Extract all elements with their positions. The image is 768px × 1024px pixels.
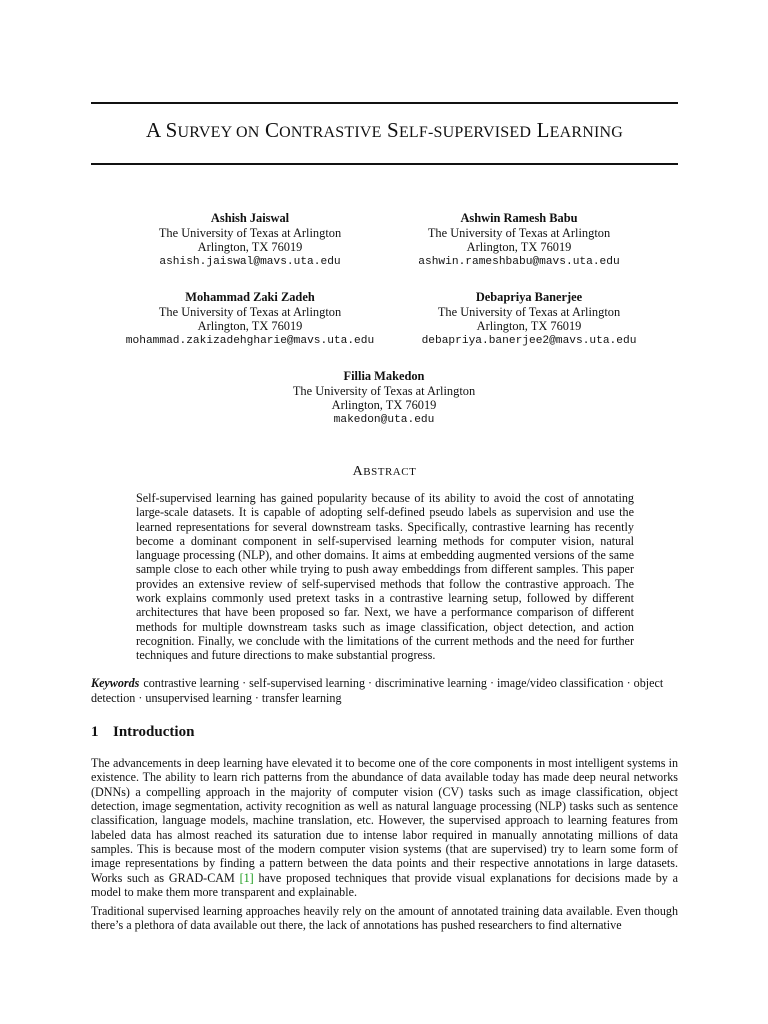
author-name: Debapriya Banerjee [475,290,583,304]
title-word: SELF-SUPERVISED [387,118,532,142]
author-block [124,290,376,348]
author-affiliation: The University of Texas at Arlington [427,225,611,240]
title-word: CONTRASTIVE [264,118,382,142]
author-name: Mohammad Zaki Zadeh [185,290,315,304]
title-word: LEARNING [536,118,624,142]
author-email[interactable]: debapriya.banerjee2@mavs.uta.edu [421,334,637,347]
intro-paragraph: The advancements in deep learning have elevated it to become one of the core components in most intelligent systems in existence. The ability to learn rich patterns from the abundance of data available today has made deep neural networks (DNNs) a compelling approach in the majority of computer vision (CV) tasks such as image classification, object detection, image segmentation, activity recognition as well as natural language processing (NLP) tasks such as sentence classification, language models, machine translation, etc. However, the supervised approach to learning features from labeled data has almost reached its saturation due to intense labor required in manually annotating millions of data samples. This is because most of the modern computer vision systems (that are supervised) try to learn some form of image representations by finding a pattern between the data points and their respective annotations in large datasets. Works such as GRAD-CAM [1] have proposed techniques that provide visual explanations for decisions made by a model to make them more transparent and explainable. [91,756,678,900]
author-block [404,211,634,269]
author-affiliation: The University of Texas at Arlington [292,383,476,398]
title-word: SURVEY ON [165,118,260,142]
intro-paragraph: Traditional supervised learning approaches heavily rely on the amount of annotated training data available. Even though there’s a plethora of data available out there, the lack of annotations has pushed researchers to find alternative [91,904,678,933]
title-rule-bottom [91,163,678,165]
author-block [134,211,366,269]
author-email[interactable]: ashish.jaiswal@mavs.uta.edu [159,255,341,268]
author-address: Arlington, TX 76019 [466,240,572,254]
keywords-label: Keywords [91,676,140,690]
author-block [414,290,644,348]
author-email[interactable]: ashwin.rameshbabu@mavs.uta.edu [418,255,620,268]
citation-link[interactable]: [1] [239,870,254,885]
author-block [264,369,504,427]
author-address: Arlington, TX 76019 [197,240,303,254]
author-email[interactable]: makedon@uta.edu [333,413,435,426]
paper-title [91,118,678,143]
author-address: Arlington, TX 76019 [197,319,303,333]
author-name: Fillia Makedon [343,369,425,383]
author-address: Arlington, TX 76019 [331,398,437,412]
keywords-text: contrastive learning · self-supervised learning · discriminative learning · image/video classification · object detection · unsupervised learning · transfer learning [91,676,664,705]
title-rule-top [91,102,678,104]
title-word: A [145,118,161,142]
author-name: Ashwin Ramesh Babu [460,211,578,225]
abstract-text: Self-supervised learning has gained popularity because of its ability to avoid the cost of annotating large-scale datasets. It is capable of adopting self-defined pseudo labels as supervision and use the learned representations for several downstream tasks. Specifically, contrastive learning has recently become a dominant component in self-supervised learning methods for computer vision, natural language processing (NLP), and other domains. It aims at embedding augmented versions of the same sample close to each other while trying to push away embeddings from different samples. This paper provides an extensive review of self-supervised methods that follow the contrastive approach. The work explains commonly used pretext tasks in a contrastive learning setup, followed by different architectures that have been proposed so far. Next, we have a performance comparison of different methods for multiple downstream tasks such as image classification, object detection, and action recognition. Finally, we conclude with the limitations of the current methods and the need for further techniques and future directions to make substantial progress. [136,491,634,663]
section-number: 1 [91,724,99,740]
author-address: Arlington, TX 76019 [476,319,582,333]
author-affiliation: The University of Texas at Arlington [158,304,342,319]
author-email[interactable]: mohammad.zakizadehgharie@mavs.uta.edu [125,334,375,347]
section-title: Introduction [113,724,195,740]
abstract-heading: ABSTRACT [352,464,417,479]
author-name: Ashish Jaiswal [210,211,290,225]
section-heading [91,724,194,741]
author-affiliation: The University of Texas at Arlington [437,304,621,319]
keywords [91,676,681,705]
author-affiliation: The University of Texas at Arlington [158,225,342,240]
